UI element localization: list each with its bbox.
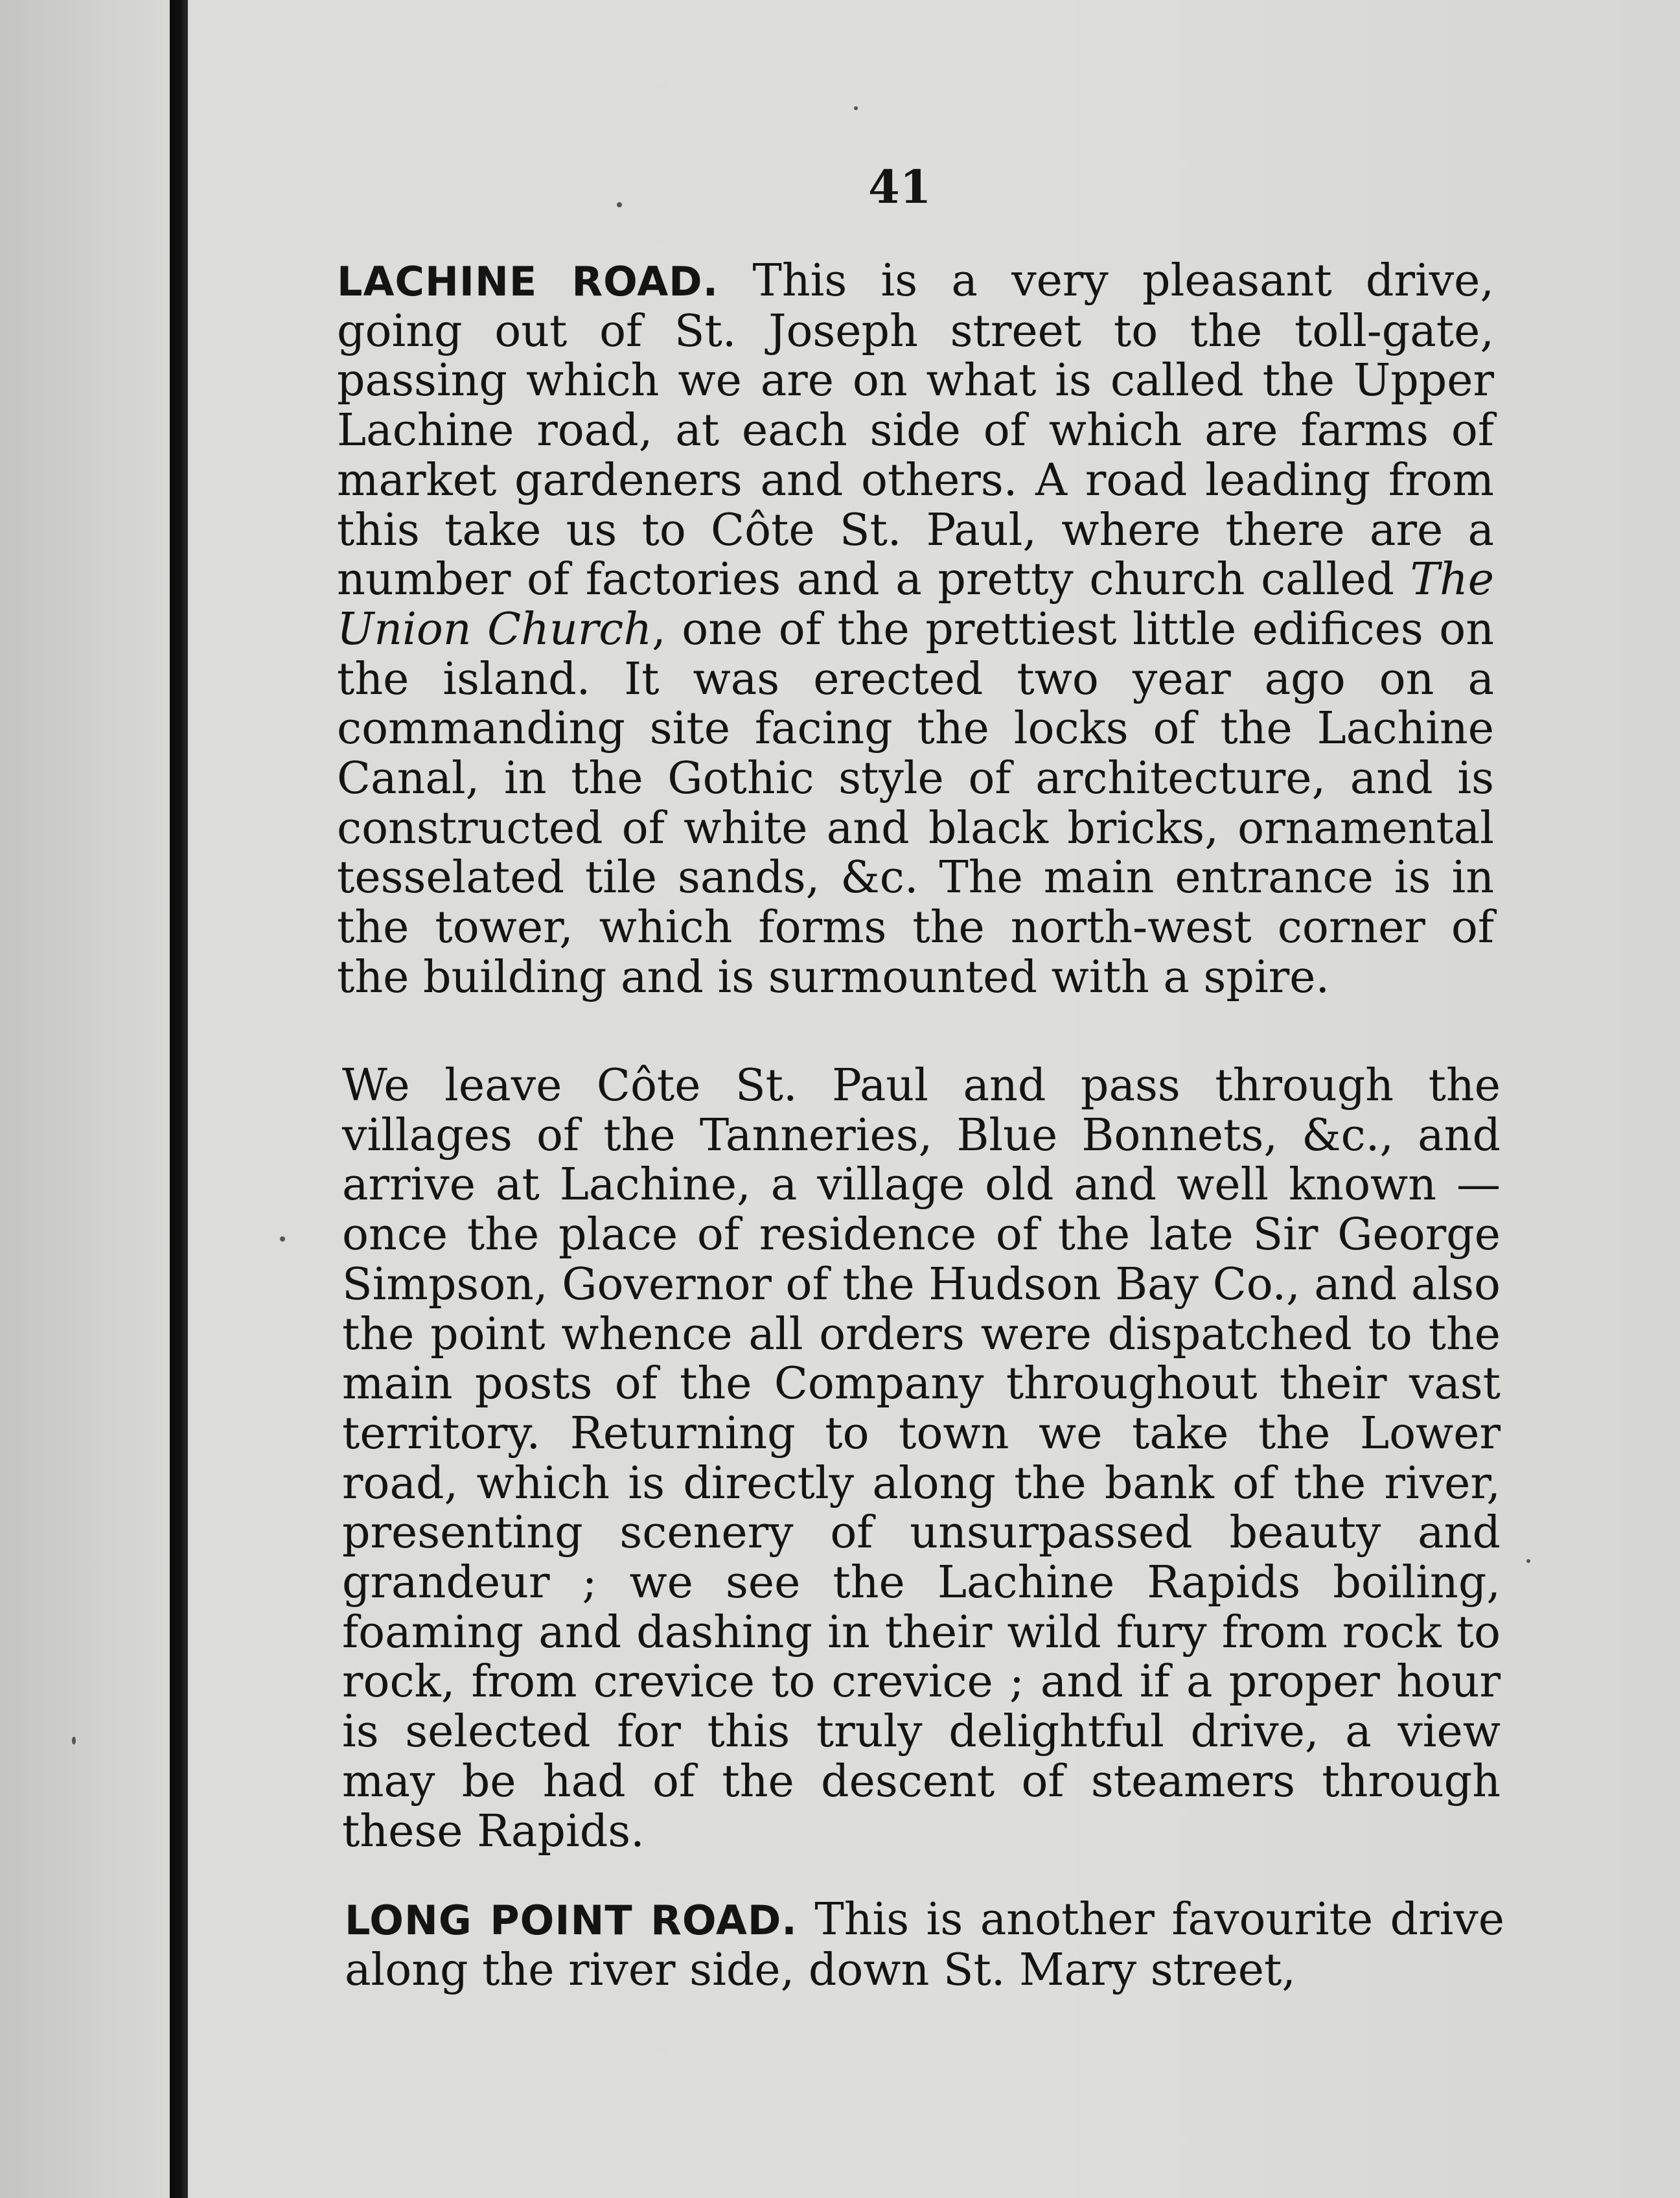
italic-church-name: The Union Church <box>337 554 1494 655</box>
paragraph-lachine-road <box>337 257 1494 1003</box>
binding-edge <box>170 0 188 2198</box>
print-speck <box>1526 1559 1530 1563</box>
paragraph-cote-st-paul <box>342 1061 1501 1857</box>
left-margin <box>0 0 170 2198</box>
paragraph-text: This is another favourite drive along the river side, down St. Mary street, <box>345 1894 1504 1996</box>
paragraph-text: , one of the prettiest little edifices on the island. It was erected two year ago on a commanding site facing the locks of the Lachine Canal, in the Gothic style of architecture, and is constructed of white and black bricks, ornamental tesselated tile sands, &c. The main entrance is in the tower, which forms the north-west corner of the building and is surmounted with a spire. <box>337 603 1494 1003</box>
paragraph-long-point-road <box>345 1895 1504 1995</box>
section-heading-lachine-road: LACHINE ROAD. <box>337 258 719 305</box>
print-speck <box>617 202 622 207</box>
print-speck <box>280 1236 285 1242</box>
print-speck <box>854 106 858 110</box>
print-speck <box>72 1737 76 1744</box>
paragraph-text: We leave Côte St. Paul and pass through the villages of the Tanneries, Blue Bonnets, &c., and arrive at Lachine, a village old and well known —once the place of residence of the late Sir George Simpson, Governor of the Hudson Bay Co., and also the point whence all orders were dispatched to the main posts of the Company throughout their vast territory. Returning to town we take the Lower road, which is directly along the bank of the river, presenting scenery of unsurpassed beauty and grandeur ; we see the Lachine Rapids boiling, foaming and dashing in their wild fury from rock to rock, from crevice to crevice ; and if a proper hour is selected for this truly delightful drive, a view may be had of the descent of steamers through these Rapids. <box>342 1060 1501 1857</box>
section-heading-long-point-road: LONG POINT ROAD. <box>345 1897 798 1944</box>
page-number: 41 <box>868 160 932 214</box>
paragraph-text: This is a very pleasant drive, going out of St. Joseph street to the toll-gate, passing which we are on what is called the Upper Lachine road, at each side of which are farms of market gardeners and others. A road leading from this take us to Côte St. Paul, where there are a number of factories and a pretty church called <box>337 255 1494 606</box>
